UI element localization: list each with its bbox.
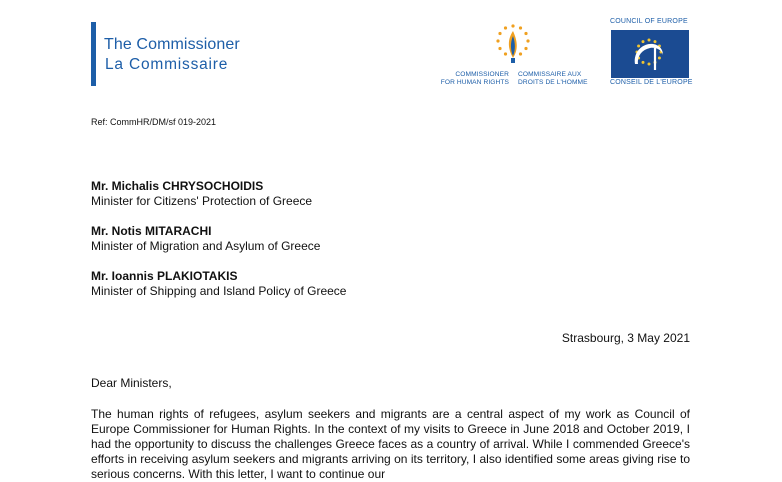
body-paragraph: The human rights of refugees, asylum seekers and migrants are a central aspect of my work as Council of Europe Commissioner for Human Rights. In the context of my visits to Greece in June 2018 and October 2019, I had the opportunity to discuss the challenges Greece faces as a country of arrival. While I commended Greece's efforts in receiving asylum seekers and migrants arriving on its territory, I also identified some areas giving rise to serious concerns. With this letter, I want to continue our [91, 407, 690, 481]
coe-label-fr: CONSEIL DE L'EUROPE [610, 79, 693, 86]
addressee-title: Minister of Migration and Asylum of Greece [91, 239, 321, 253]
addressee-block [91, 224, 320, 254]
human-rights-flame-logo-icon [491, 22, 535, 66]
letter-date: Strasbourg, 3 May 2021 [561, 331, 690, 345]
addressee-title: Minister for Citizens' Protection of Greece [91, 194, 313, 208]
addressee-name: Mr. Ioannis PLAKIOTAKIS [91, 269, 238, 283]
chr-label-fr: COMMISSAIRE AUX DROITS DE L'HOMME [518, 71, 588, 86]
commissioner-title-en: The Commissioner [104, 36, 240, 53]
letterhead-bar [91, 22, 96, 86]
addressee-block [91, 269, 346, 299]
council-of-europe-flag-icon [611, 30, 689, 78]
commissioner-title-fr: La Commissaire [105, 56, 229, 73]
reference-number: Ref: CommHR/DM/sf 019-2021 [91, 117, 217, 127]
addressee-name: Mr. Michalis CHRYSOCHOIDIS [91, 179, 264, 193]
addressee-title: Minister of Shipping and Island Policy of Greece [91, 284, 347, 298]
coe-label-en: COUNCIL OF EUROPE [610, 18, 688, 25]
chr-label-en: COMMISSIONER FOR HUMAN RIGHTS [440, 71, 509, 86]
addressee-name: Mr. Notis MITARACHI [91, 224, 212, 238]
addressee-block [91, 179, 312, 209]
salutation: Dear Ministers, [91, 376, 172, 390]
